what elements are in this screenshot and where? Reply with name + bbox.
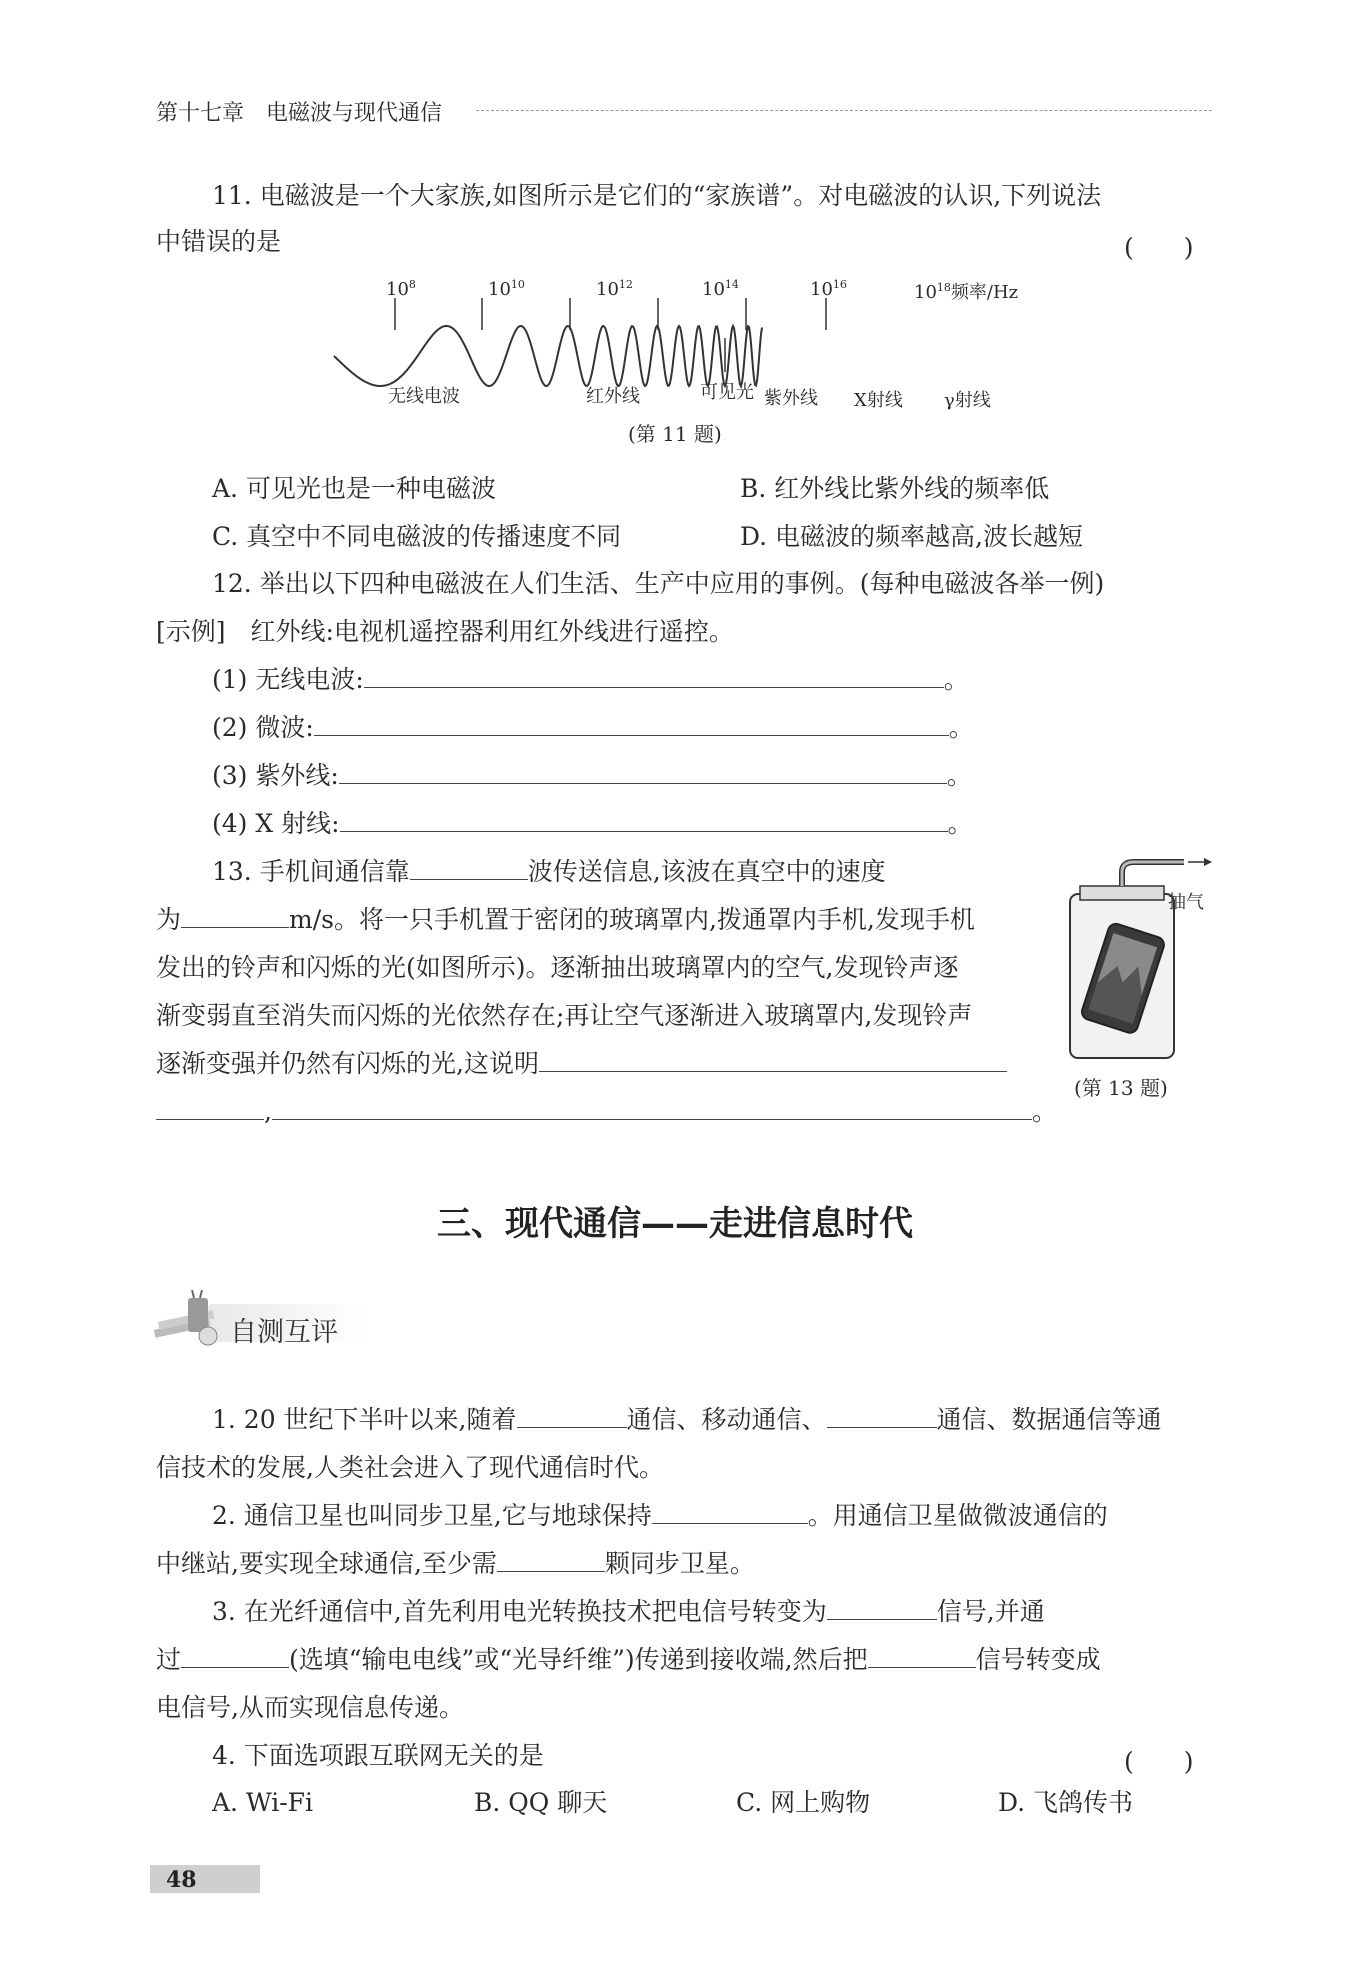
s2-blank-2[interactable]: [497, 1551, 605, 1572]
s3-line2: [156, 1636, 1101, 1684]
q13-separator: ,: [264, 1097, 272, 1126]
q13-figure-caption: (第 13 题): [1074, 1076, 1168, 1100]
s3-text-b: 信号,并通: [936, 1597, 1045, 1626]
s2-text-a: 2. 通信卫星也叫同步卫星,它与地球保持: [212, 1501, 652, 1530]
section-title: 三、现代通信——走进信息时代: [437, 1204, 913, 1244]
q12-item-3-label: (3) 紫外线:: [212, 761, 339, 790]
spectrum-tick-marks: [395, 298, 826, 330]
q13-line4: 渐变弱直至消失而闪烁的光依然存在;再让空气逐渐进入玻璃罩内,发现铃声: [156, 1001, 973, 1030]
s2-blank-1[interactable]: [652, 1503, 808, 1524]
page-number: 48: [166, 1867, 197, 1893]
pump-label: 抽气: [1168, 892, 1204, 913]
books-pencil-icon: [154, 1290, 217, 1345]
s4-option-d: D. 飞鸽传书: [998, 1788, 1134, 1817]
q12-item-4-blank[interactable]: [340, 811, 948, 832]
header-dashed-rule: [476, 110, 1212, 111]
band-label-gamma: γ射线: [944, 390, 991, 411]
q12-stem: 12. 举出以下四种电磁波在人们生活、生产中应用的事例。(每种电磁波各举一例): [212, 569, 1105, 598]
q12-item-4-end: 。: [947, 809, 973, 838]
q11-figure-caption: (第 11 题): [628, 422, 722, 446]
q12-item-2-label: (2) 微波:: [212, 713, 314, 742]
q12-item-3: [212, 752, 972, 800]
s1-text-a: 1. 20 世纪下半叶以来,随着: [212, 1405, 517, 1434]
jar-neck: [1080, 886, 1164, 900]
q12-item-3-blank[interactable]: [339, 763, 947, 784]
s3-blank-2[interactable]: [181, 1647, 289, 1668]
q11-option-a: A. 可见光也是一种电磁波: [212, 474, 496, 503]
band-label-ultraviolet: 紫外线: [764, 388, 818, 409]
band-label-infrared: 红外线: [586, 386, 640, 407]
s3-text-c: 过: [156, 1645, 182, 1674]
tick-label-1e8: $10^8$: [386, 278, 416, 300]
spectrum-wave: [334, 326, 762, 386]
q12-item-2: [212, 704, 974, 752]
q12-item-4-label: (4) X 射线:: [212, 809, 340, 838]
tick-label-1e18: $10^{18}$频率/Hz: [914, 281, 1019, 303]
q11-stem-line2: 中错误的是: [156, 227, 282, 256]
s3-blank-1[interactable]: [827, 1599, 937, 1620]
s4-answer-paren: ( ): [1124, 1747, 1194, 1776]
s1-text-b: 通信、移动通信、: [626, 1405, 827, 1434]
tick-label-1e16: $10^{16}$: [810, 278, 847, 300]
q12-item-1: [212, 656, 969, 704]
s2-text-b: 。用通信卫星做微波通信的: [807, 1501, 1108, 1530]
q13-line2-text-a: 为: [156, 905, 182, 934]
axis-unit: 频率/Hz: [950, 282, 1019, 303]
tick-label-1e14: $10^{14}$: [702, 278, 739, 300]
q12-item-1-end: 。: [943, 665, 969, 694]
q13-line1-text-b: 波传送信息,该波在真空中的速度: [527, 857, 886, 886]
q13-conclusion-blank-2[interactable]: [156, 1099, 264, 1120]
s3-text-a: 3. 在光纤通信中,首先利用电光转换技术把电信号转变为: [212, 1597, 827, 1626]
s4-option-a: A. Wi-Fi: [212, 1788, 313, 1817]
q12-example: [示例] 红外线:电视机遥控器利用红外线进行遥控。: [156, 617, 734, 646]
s1-blank-1[interactable]: [517, 1407, 627, 1428]
tick-label-1e12: $10^{12}$: [596, 278, 633, 300]
q13-line5: [156, 1040, 1007, 1088]
self-test-label: 自测互评: [230, 1317, 338, 1348]
q11-option-d: D. 电磁波的频率越高,波长越短: [740, 522, 1083, 551]
q13-line3: 发出的铃声和闪烁的光(如图所示)。逐渐抽出玻璃罩内的空气,发现铃声逐: [156, 953, 959, 982]
band-label-visible: 可见光: [700, 382, 754, 403]
s2-line1: [156, 1492, 1108, 1540]
q13-line6: [156, 1088, 1057, 1136]
s1-text-c: 通信、数据通信等通: [936, 1405, 1162, 1434]
q13-end-period: 。: [1031, 1097, 1057, 1126]
q12-item-4: [212, 800, 973, 848]
q11-option-b: B. 红外线比紫外线的频率低: [740, 474, 1050, 503]
q13-conclusion-blank-3[interactable]: [272, 1099, 1032, 1120]
q12-item-2-blank[interactable]: [314, 715, 949, 736]
q13-line5-text: 逐渐变强并仍然有闪烁的光,这说明: [156, 1049, 539, 1078]
s3-text-e: 信号转变成: [975, 1645, 1101, 1674]
q13-wave-type-blank[interactable]: [410, 859, 528, 880]
q13-line2-text-b: m/s。将一只手机置于密闭的玻璃罩内,拨通罩内手机,发现手机: [289, 905, 975, 934]
q11-option-c: C. 真空中不同电磁波的传播速度不同: [212, 522, 622, 551]
s1-line2: 信技术的发展,人类社会进入了现代通信时代。: [156, 1453, 664, 1482]
s2-text-c: 中继站,要实现全球通信,至少需: [156, 1549, 497, 1578]
running-header: [156, 96, 442, 127]
band-label-xray: X射线: [854, 390, 903, 411]
s2-text-d: 颗同步卫星。: [604, 1549, 755, 1578]
s3-blank-3[interactable]: [868, 1647, 976, 1668]
q13-speed-blank[interactable]: [181, 907, 289, 928]
s4-option-c: C. 网上购物: [736, 1788, 871, 1817]
air-pipe: [1122, 862, 1184, 886]
pump-arrow: [1204, 858, 1212, 866]
s3-line3: 电信号,从而实现信息传递。: [156, 1693, 464, 1722]
band-label-radio: 无线电波: [388, 386, 460, 407]
q13-line2: [156, 896, 975, 944]
s3-text-d: (选填“输电电线”或“光导纤维”)传递到接收端,然后把: [289, 1645, 868, 1674]
s3-line1: [156, 1588, 1045, 1636]
chapter-title: 电磁波与现代通信: [266, 101, 443, 126]
q13-line1-text-a: 13. 手机间通信靠: [212, 857, 410, 886]
q12-item-1-label: (1) 无线电波:: [212, 665, 364, 694]
q13-conclusion-blank-1[interactable]: [539, 1051, 1007, 1072]
s4-stem: 4. 下面选项跟互联网无关的是: [212, 1741, 544, 1770]
q12-item-1-blank[interactable]: [364, 667, 944, 688]
air-pipe-highlight: [1122, 862, 1184, 886]
s2-line2: [156, 1540, 755, 1588]
q12-item-2-end: 。: [948, 713, 974, 742]
bell-jar-figure: [1064, 850, 1214, 1064]
s4-option-b: B. QQ 聊天: [474, 1788, 608, 1817]
q11-answer-paren: ( ): [1124, 233, 1194, 262]
q11-stem-line1: 11. 电磁波是一个大家族,如图所示是它们的“家族谱”。对电磁波的认识,下列说法: [212, 181, 1102, 210]
tick-label-1e10: $10^{10}$: [488, 278, 525, 300]
s1-blank-2[interactable]: [827, 1407, 937, 1428]
q12-item-3-end: 。: [946, 761, 972, 790]
q13-line1: [156, 848, 886, 896]
s1-line1: [156, 1396, 1162, 1444]
chapter-number: 第十七章: [156, 101, 245, 126]
